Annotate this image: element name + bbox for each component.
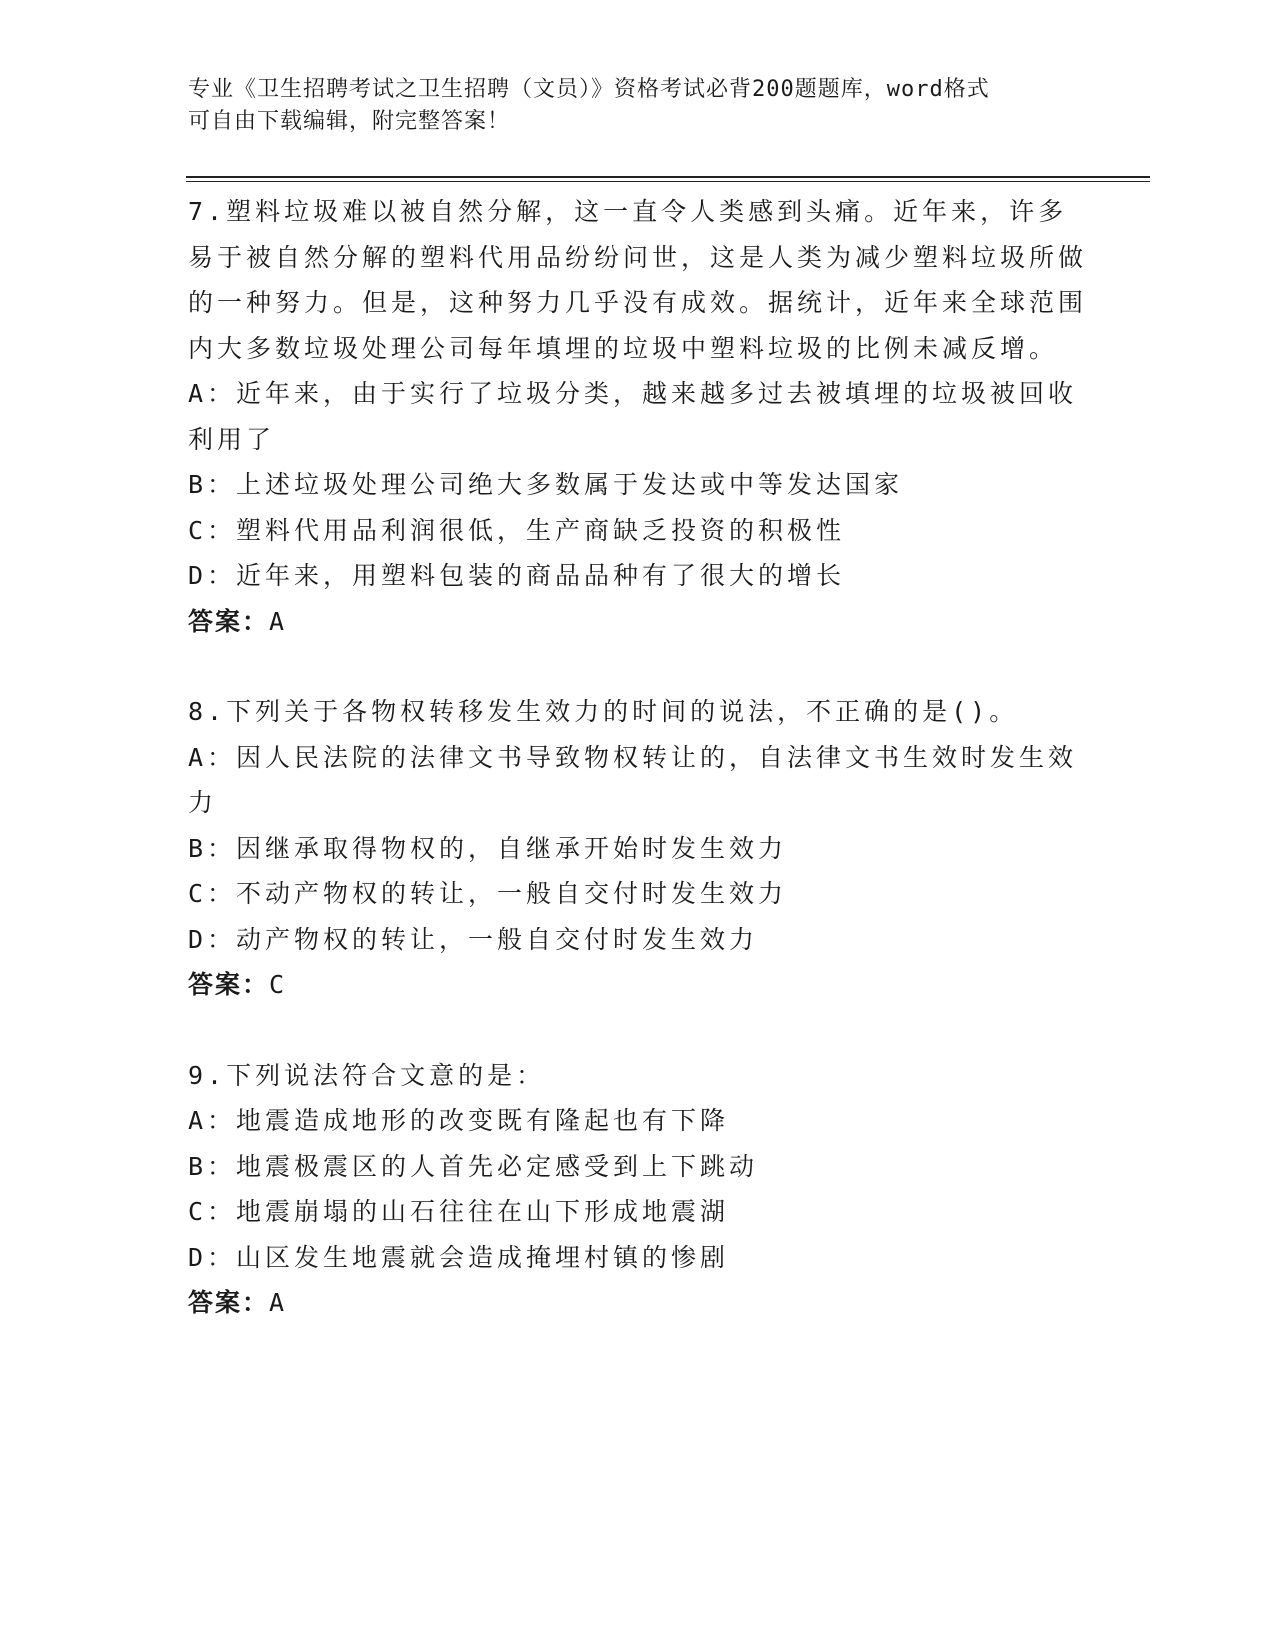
option-c: C：不动产物权的转让，一般自交付时发生效力: [188, 879, 788, 908]
option-b: B：地震极震区的人首先必定感受到上下跳动: [188, 1151, 759, 1181]
answer: [188, 1280, 1088, 1326]
option-b: B：上述垃圾处理公司绝大多数属于发达或中等发达国家: [188, 470, 904, 499]
answer-label: 答案：: [188, 1288, 270, 1317]
document-header: [188, 74, 1068, 138]
answer-value: C: [269, 970, 287, 999]
question-list: [188, 189, 1088, 1371]
option-d: D：山区发生地震就会造成掩埋村镇的惨剧: [188, 1242, 730, 1272]
question-7: [188, 189, 1088, 644]
answer-label: 答案：: [188, 606, 270, 636]
option-b: B：因继承取得物权的，自继承开始时发生效力: [188, 833, 788, 863]
option-d: D：近年来，用塑料包装的商品品种有了很大的增长: [188, 561, 846, 590]
question-8: [188, 689, 1088, 1008]
header-line-1: 专业《卫生招聘考试之卫生招聘（文员）》资格考试必背200题题库，word格式: [188, 77, 990, 102]
question-text: 8.下列关于各物权转移发生效力的时间的说法，不正确的是()。: [188, 697, 1019, 726]
option-a: A：因人民法院的法律文书导致物权转让的，自法律文书生效时发生效力: [188, 742, 1078, 817]
answer-label: 答案：: [188, 970, 270, 999]
answer-value: A: [269, 606, 287, 636]
question-9: [188, 1053, 1088, 1326]
option-a: A：近年来，由于实行了垃圾分类，越来越多过去被填埋的垃圾被回收利用了: [188, 379, 1078, 454]
option-c: C：塑料代用品利润很低，生产商缺乏投资的积极性: [188, 515, 846, 545]
header-rule-thin: [186, 181, 1150, 182]
header-line-2: 可自由下载编辑，附完整答案！: [188, 109, 511, 134]
answer: [188, 962, 1088, 1008]
option-c: C：地震崩塌的山石往往在山下形成地震湖: [188, 1197, 730, 1226]
answer: [188, 599, 1088, 645]
question-text: 7.塑料垃圾难以被自然分解，这一直令人类感到头痛。近年来，许多易于被自然分解的塑料代用品纷纷问世，这是人类为减少塑料垃圾所做的一种努力。但是，这种努力几乎没有成效。据统计，近年来全球范围内大多数垃圾处理公司每年填埋的垃圾中塑料垃圾的比例未减反增。: [188, 197, 1088, 363]
question-text: 9.下列说法符合文意的是：: [188, 1060, 546, 1090]
header-rule-thick: [186, 176, 1150, 178]
answer-value: A: [269, 1288, 287, 1317]
option-d: D：动产物权的转让，一般自交付时发生效力: [188, 924, 759, 954]
option-a: A：地震造成地形的改变既有隆起也有下降: [188, 1106, 730, 1135]
